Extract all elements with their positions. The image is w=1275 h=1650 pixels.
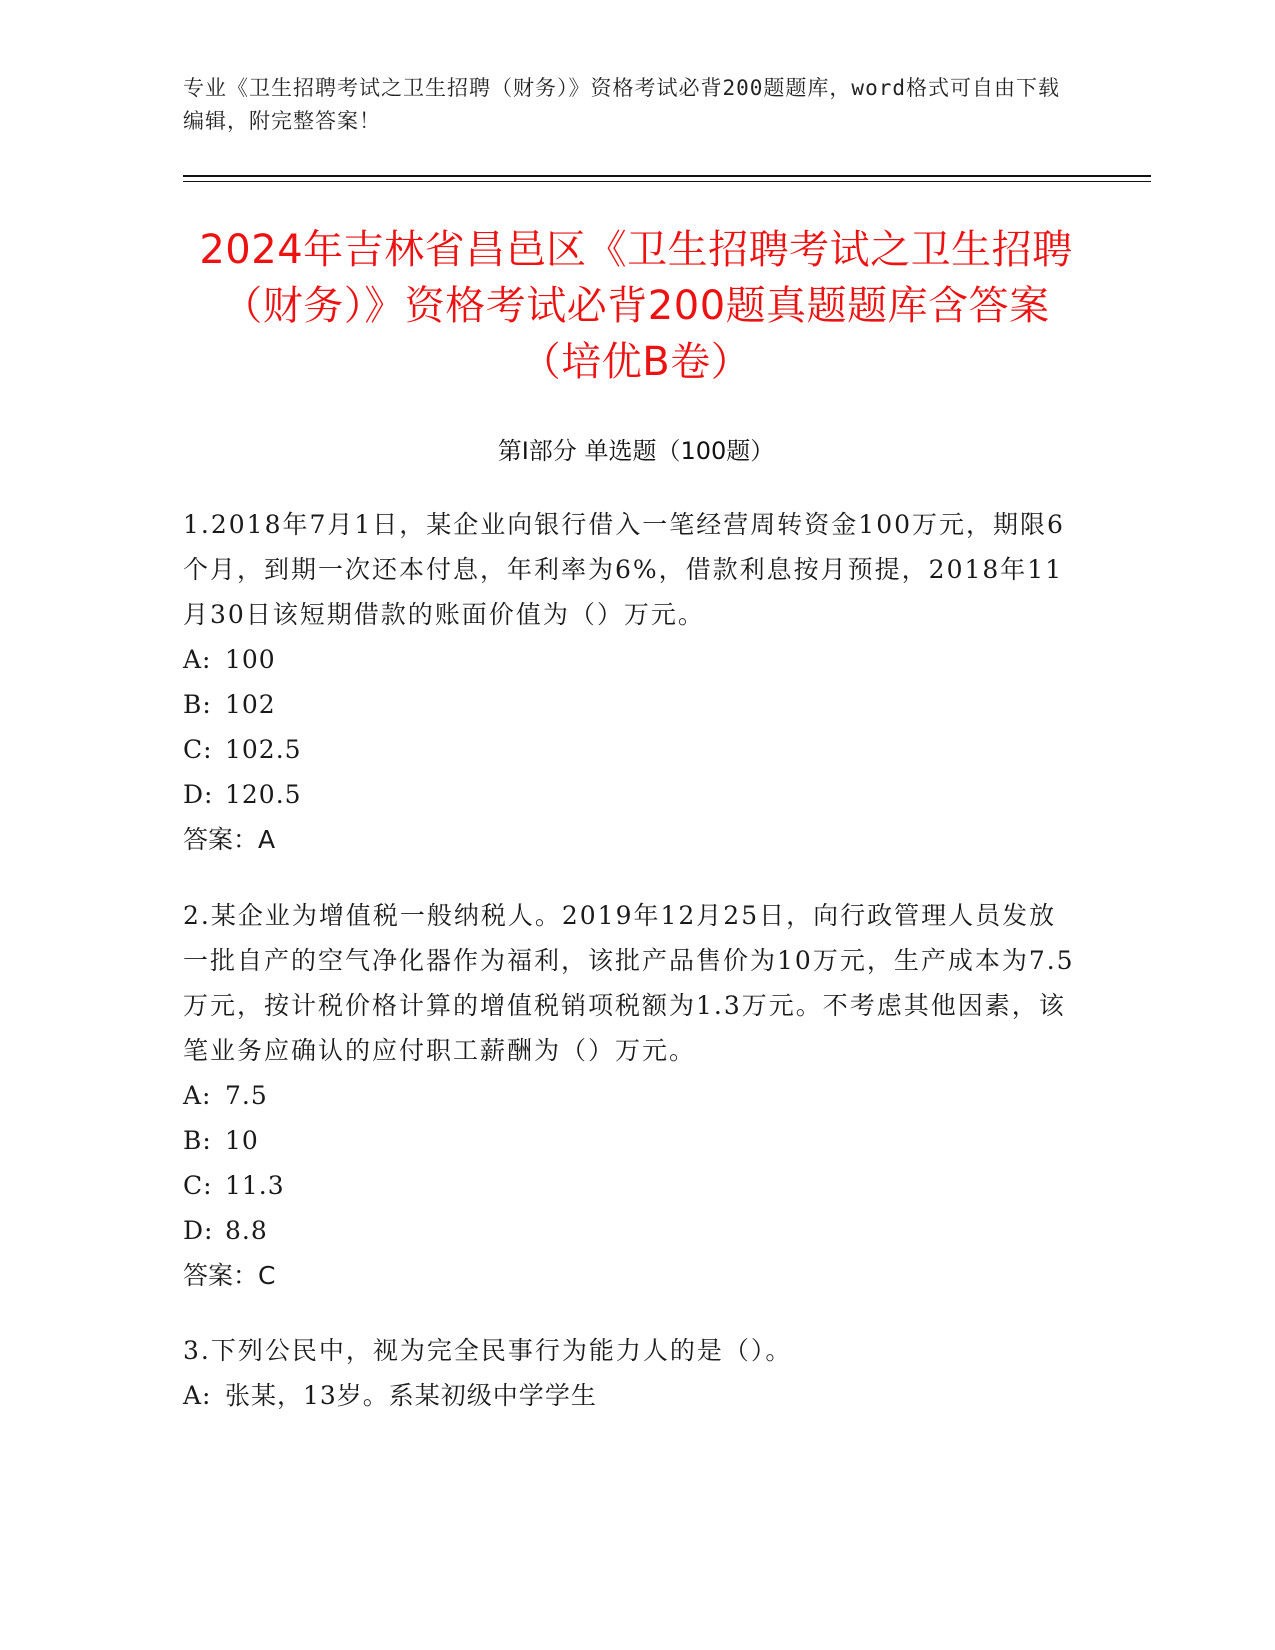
section-title: 第I部分 单选题（100题） [497,437,775,465]
option-text: 102.5 [225,735,302,764]
question-1 [183,502,1083,862]
option-text: 张某，13岁。系某初级中学学生 [225,1381,597,1410]
header-divider-thin [183,181,1151,182]
header-note: 专业《卫生招聘考试之卫生招聘（财务）》资格考试必背200题题库，word格式可自由下载编辑，附完整答案！ [183,76,1060,133]
question-3 [183,1328,1083,1418]
option-c [183,727,1083,772]
option-a [183,1373,1083,1418]
header-divider-thick [183,175,1151,177]
option-text: 8.8 [225,1216,268,1245]
document-title: 2024年吉林省昌邑区《卫生招聘考试之卫生招聘（财务）》资格考试必背200题真题题库含答案（培优B卷） [199,227,1073,385]
question-stem: 2.某企业为增值税一般纳税人。2019年12月25日，向行政管理人员发放一批自产的空气净化器作为福利，该批产品售价为10万元，生产成本为7.5万元，按计税价格计算的增值税销项税额为1.3万元。不考虑其他因素，该笔业务应确认的应付职工薪酬为（）万元。 [183,901,1075,1065]
option-text: 102 [225,690,276,719]
option-c [183,1163,1083,1208]
option-key: C: [183,735,213,764]
option-key: C: [183,1171,213,1200]
option-text: 10 [225,1126,259,1155]
answer: 答案：C [183,1261,276,1290]
option-key: A: [183,645,212,674]
option-d [183,772,1083,817]
option-b [183,682,1083,727]
option-text: 7.5 [225,1081,268,1110]
option-b [183,1118,1083,1163]
option-key: D: [183,1216,214,1245]
option-a [183,637,1083,682]
option-key: B: [183,690,212,719]
question-2 [183,893,1083,1298]
option-key: B: [183,1126,212,1155]
option-text: 100 [225,645,276,674]
option-a [183,1073,1083,1118]
option-key: A: [183,1081,212,1110]
option-d [183,1208,1083,1253]
option-key: D: [183,780,214,809]
option-key: A: [183,1381,212,1410]
option-text: 11.3 [225,1171,285,1200]
answer: 答案：A [183,825,276,854]
question-stem: 1.2018年7月1日，某企业向银行借入一笔经营周转资金100万元，期限6个月，到期一次还本付息，年利率为6%，借款利息按月预提，2018年11月30日该短期借款的账面价值为（）万元。 [183,510,1065,629]
option-text: 120.5 [225,780,302,809]
question-stem: 3.下列公民中，视为完全民事行为能力人的是（）。 [183,1336,793,1365]
